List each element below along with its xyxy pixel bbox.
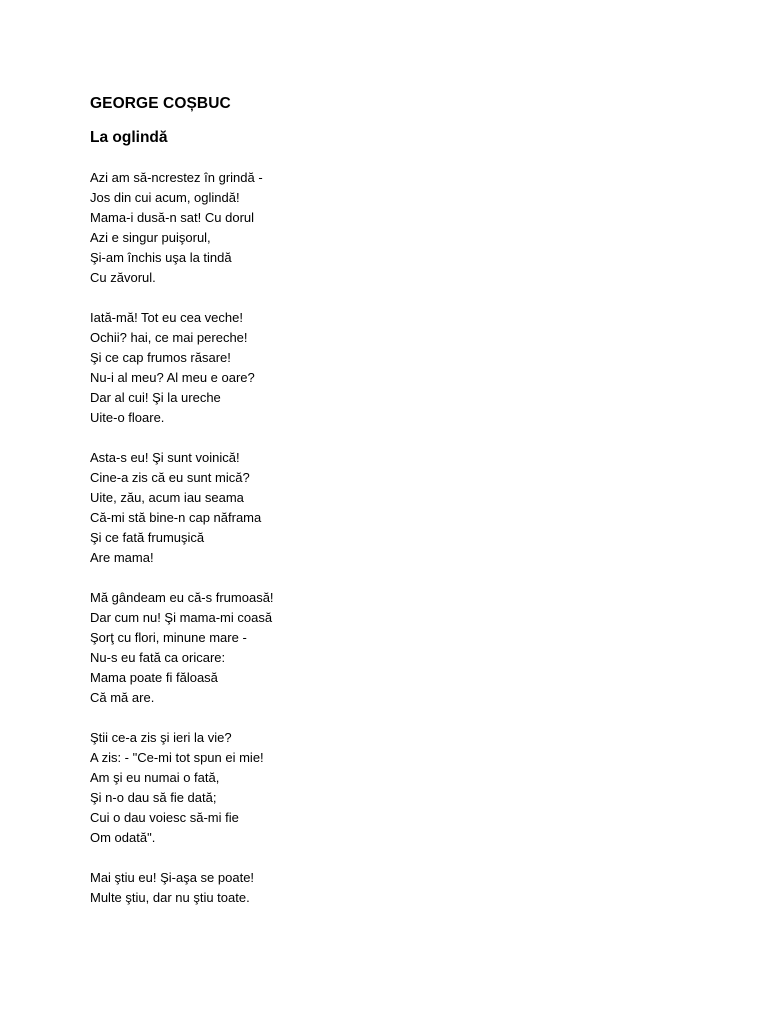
poem-line: Cui o dau voiesc să-mi fie [90,810,239,825]
poem-line: Azi e singur puişorul, [90,230,211,245]
poem-line: Mai ştiu eu! Şi-aşa se poate! [90,870,255,885]
poem-line: Mama poate fi făloasă [90,670,218,685]
poem-line: Asta-s eu! Şi sunt voinică! [90,450,240,465]
poem-line: Are mama! [90,550,154,565]
poem-line: Cu zăvorul. [90,270,156,285]
poem-line: Şi-am închis uşa la tindă [90,250,232,265]
poem-line: A zis: - "Ce-mi tot spun ei mie! [90,750,264,765]
poem-line: Ştii ce-a zis şi ieri la vie? [90,730,232,745]
poem-title: La oglindă [90,129,168,146]
poem-line: Iată-mă! Tot eu cea veche! [90,310,243,325]
poem-line: Om odată". [90,830,156,845]
poem-line: Nu-i al meu? Al meu e oare? [90,370,255,385]
poem-line: Şi ce fată frumuşică [90,530,205,545]
poem-line: Cine-a zis că eu sunt mică? [90,470,250,485]
poem-line: Şi ce cap frumos răsare! [90,350,231,365]
poem-line: Că-mi stă bine-n cap năframa [90,510,262,525]
poem-line: Uite-o floare. [90,410,165,425]
poem-line: Am şi eu numai o fată, [90,770,220,785]
stanza-2 [90,308,690,428]
poem-line: Mama-i dusă-n sat! Cu dorul [90,210,255,225]
poem-line: Şi n-o dau să fie dată; [90,790,217,805]
author-name: GEORGE COȘBUC [90,95,231,112]
poem-line: Uite, zău, acum iau seama [90,490,244,505]
poem-line: Multe ştiu, dar nu ştiu toate. [90,890,250,905]
poem-line: Dar al cui! Şi la ureche [90,390,221,405]
stanza-6 [90,868,690,908]
poem-line: Nu-s eu fată ca oricare: [90,650,226,665]
poem-line: Dar cum nu! Şi mama-mi coasă [90,610,273,625]
poem-line: Jos din cui acum, oglindă! [90,190,240,205]
poem-line: Mă gândeam eu că-s frumoasă! [90,590,274,605]
poem-content [90,94,690,928]
poem-line: Ochii? hai, ce mai pereche! [90,330,248,345]
poem-line: Azi am să-ncrestez în grindă - [90,170,263,185]
stanza-1 [90,168,690,288]
stanza-4 [90,588,690,708]
stanza-3 [90,448,690,568]
poem-line: Că mă are. [90,690,155,705]
stanza-5 [90,728,690,848]
poem-line: Şorţ cu flori, minune mare - [90,630,247,645]
